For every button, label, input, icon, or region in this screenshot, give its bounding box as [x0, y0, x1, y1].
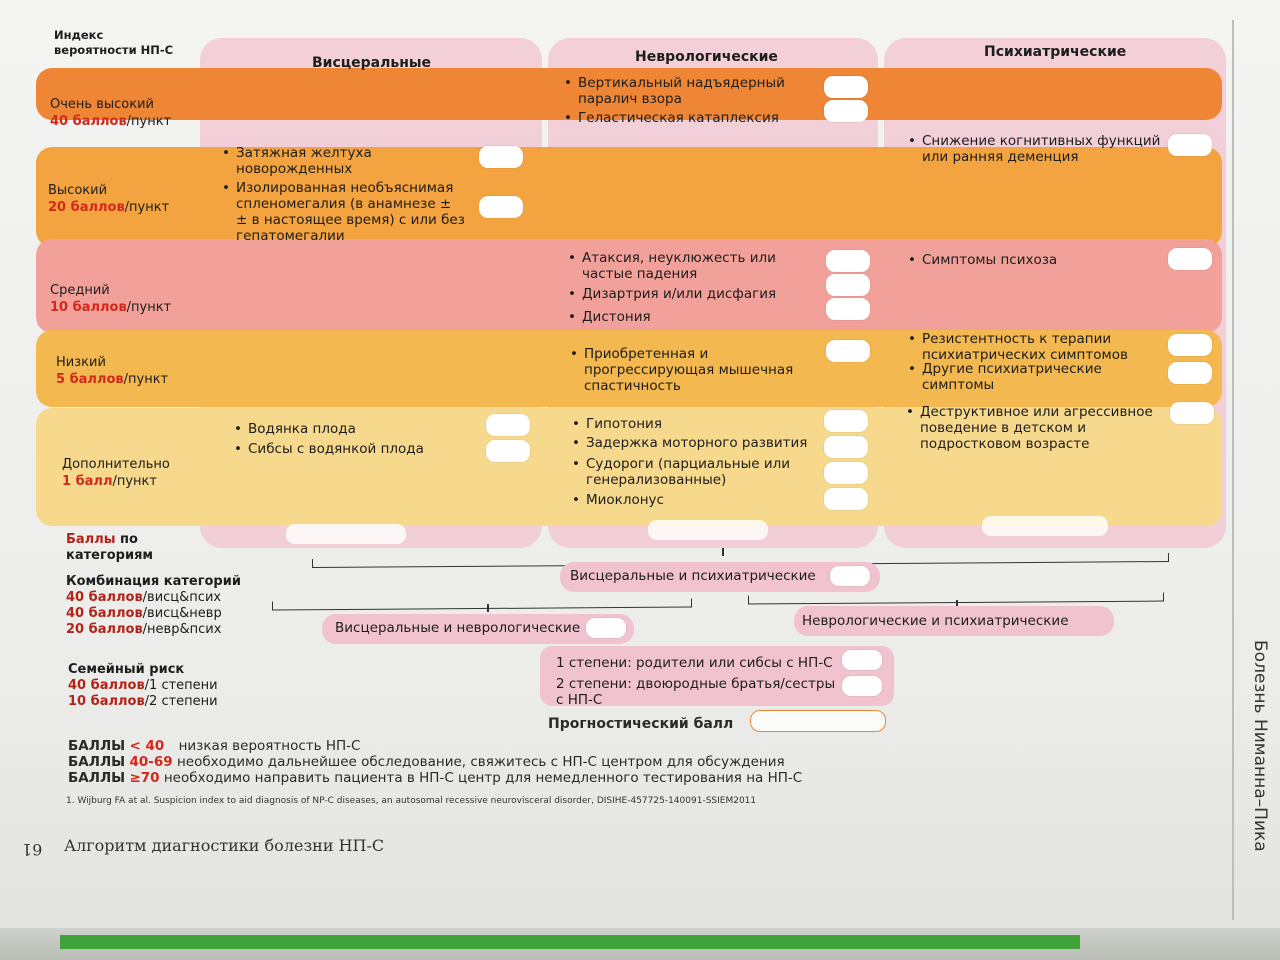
checkbox-family-second[interactable] — [842, 676, 882, 696]
checkbox-seizures[interactable] — [824, 462, 868, 484]
label-family-first: 1 степени: родители или сибсы с НП-С — [556, 655, 833, 671]
item-dystonia: • Дистония — [582, 309, 651, 325]
prognostic-score-box[interactable] — [750, 710, 886, 732]
header-neuro: Неврологические — [635, 49, 778, 65]
item-prolonged-jaundice: • Затяжная желтуха новорожденных — [236, 145, 372, 177]
row-label-high: Высокий 20 баллов/пункт — [48, 183, 170, 215]
checkbox-dysarthria[interactable] — [826, 274, 870, 296]
score-line-low: БАЛЛЫ < 40 низкая вероятность НП-С — [68, 738, 361, 754]
combination-block: Комбинация категорий 40 баллов/висц&псих 40 баллов/висц&невр 20 баллов/невр&псих — [66, 574, 241, 637]
item-hydrops: • Водянка плода — [248, 421, 356, 437]
item-spasticity: • Приобретенная и прогрессирующая мышечная спастичность — [584, 346, 793, 394]
checkbox-treatment-resistance[interactable] — [1168, 334, 1212, 356]
checkbox-splenomegaly[interactable] — [479, 196, 523, 218]
item-myoclonus: • Миоклонус — [586, 492, 664, 508]
item-psychosis: • Симптомы психоза — [922, 252, 1057, 268]
side-title: Болезнь Ниманна–Пика — [1250, 640, 1270, 852]
row-label-medium: Средний 10 баллов/пункт — [50, 283, 172, 315]
header-visceral: Висцеральные — [312, 55, 432, 71]
footer-title: Алгоритм диагностики болезни НП-С — [64, 836, 385, 855]
visceral-sum-box[interactable] — [286, 524, 406, 544]
row-label-low: Низкий 5 баллов/пункт — [56, 355, 169, 387]
brace-top-tick — [722, 548, 724, 556]
item-splenomegaly: • Изолированная необъяснимая спленомегалия (в анамнезе ± ± в настоящее время) с или без гепатомегалии — [236, 180, 465, 244]
checkbox-spasticity[interactable] — [826, 340, 870, 362]
score-line-high: БАЛЛЫ ≥70 необходимо направить пациента в НП-С центр для немедленного тестирования на НП-С — [68, 770, 803, 786]
label-family-second: 2 степени: двоюродные братья/сестры с НП-С — [556, 676, 836, 708]
checkbox-visc-neuro[interactable] — [586, 618, 626, 638]
checkbox-dystonia[interactable] — [826, 298, 870, 320]
checkbox-hypotonia[interactable] — [824, 410, 868, 432]
checkbox-myoclonus[interactable] — [824, 488, 868, 510]
brace-left-tick — [487, 604, 489, 612]
item-cognitive-decline: • Снижение когнитивных функций или ранняя деменция — [922, 133, 1160, 165]
checkbox-motor-delay[interactable] — [824, 436, 868, 458]
category-scores-label: Баллы по категориям — [66, 532, 154, 563]
psych-sum-box[interactable] — [982, 516, 1108, 536]
index-title: Индекс вероятности НП-С — [54, 28, 174, 57]
score-line-mid: БАЛЛЫ 40-69 необходимо дальнейшее обследование, свяжитесь с НП-С центром для обсуждения — [68, 754, 785, 770]
checkbox-cognitive-decline[interactable] — [1168, 134, 1212, 156]
page-fold — [1232, 20, 1234, 920]
brace-left — [272, 599, 692, 611]
checkbox-vertical-palsy[interactable] — [824, 76, 868, 98]
row-label-extra: Дополнительно 1 балл/пункт — [62, 457, 170, 489]
checkbox-ataxia[interactable] — [826, 250, 870, 272]
green-strip — [60, 935, 1080, 949]
item-seizures: • Судороги (парциальные или генерализованные) — [586, 456, 790, 488]
item-dysarthria: • Дизартрия и/или дисфагия — [582, 286, 776, 302]
checkbox-gelastic-cataplexy[interactable] — [824, 100, 868, 122]
checkbox-sibs-hydrops[interactable] — [486, 440, 530, 462]
checkbox-destructive-behavior[interactable] — [1170, 402, 1214, 424]
item-destructive-behavior: • Деструктивное или агрессивное поведение в детском и подростковом возрасте — [920, 404, 1153, 452]
footnote: 1. Wijburg FA at al. Suspicion index to aid diagnosis of NP-C diseases, an autosomal recessive neurovisceral disorder, DISIHE-457725-140091-SSIEM2011 — [66, 796, 757, 806]
label-visc-neuro: Висцеральные и неврологические — [335, 620, 581, 636]
checkbox-prolonged-jaundice[interactable] — [479, 146, 523, 168]
checkbox-visc-psych[interactable] — [830, 566, 870, 586]
label-neuro-psych: Неврологические и психиатрические — [802, 613, 1069, 629]
item-sibs-hydrops: • Сибсы с водянкой плода — [248, 441, 424, 457]
item-gelastic-cataplexy: • Геластическая катаплексия — [578, 110, 779, 126]
checkbox-hydrops[interactable] — [486, 414, 530, 436]
checkbox-other-psych[interactable] — [1168, 362, 1212, 384]
label-visc-psych: Висцеральные и психиатрические — [570, 568, 816, 584]
item-vertical-palsy: • Вертикальный надъядерный паралич взора — [578, 75, 785, 107]
neuro-sum-box[interactable] — [648, 520, 768, 540]
item-motor-delay: • Задержка моторного развития — [586, 435, 807, 451]
page-number: 61 — [22, 840, 43, 859]
row-label-very-high: Очень высокий 40 баллов/пункт — [50, 97, 172, 129]
checkbox-psychosis[interactable] — [1168, 248, 1212, 270]
item-treatment-resistance: • Резистентность к терапии психиатрических симптомов — [922, 331, 1128, 363]
item-other-psych: • Другие психиатрические симптомы — [922, 361, 1102, 393]
checkbox-family-first[interactable] — [842, 650, 882, 670]
item-ataxia: • Атаксия, неуклюжесть или частые падения — [582, 250, 776, 282]
item-hypotonia: • Гипотония — [586, 416, 662, 432]
header-psych: Психиатрические — [984, 44, 1127, 60]
family-risk-block: Семейный риск 40 баллов/1 степени 10 баллов/2 степени — [68, 662, 218, 709]
prognostic-label: Прогностический балл — [548, 716, 734, 732]
